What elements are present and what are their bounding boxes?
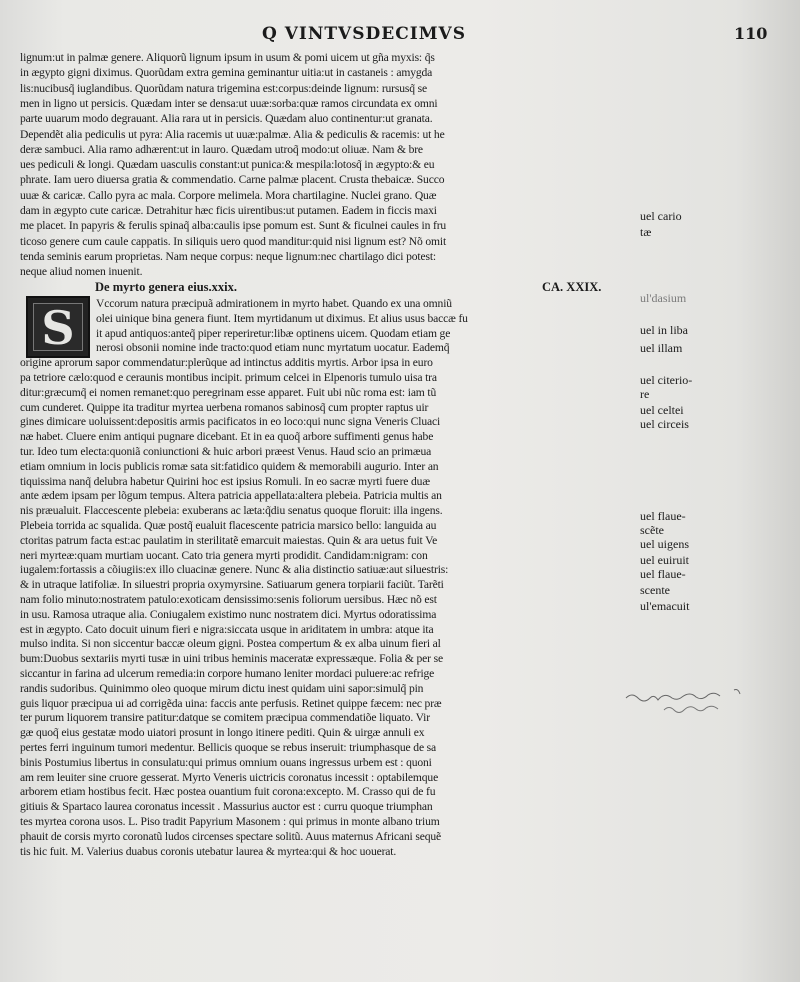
text-line: est in ægypto. Cato docuit uinum fieri e nigra:siccata usque in ariditatem in umbra: atque ita: [20, 622, 434, 636]
margin-note: uel illam: [640, 341, 683, 355]
text-line: origine aprorum sapor commendatur:plerũque ad intinctus additis myrtis. Arbor ipsa in euro: [20, 356, 433, 370]
chapter-number: CA. XXIX.: [542, 280, 602, 294]
text-line: in usu. Ramosa utraque alia. Coniugalem existimo nunc nostratem dici. Myrtus odoratissima: [20, 607, 437, 621]
margin-note: ul'dasium: [640, 291, 687, 305]
text-line: lignum:ut in palmæ genere. Aliquorũ lignum ipsum in usum & pomi uicem ut gña myxis: q̃s: [20, 51, 435, 64]
text-line: dam in ægypto cute caricæ. Detrahitur hæc ficis uirentibus:ut putamen. Eadem in ficcis maxi: [20, 204, 437, 217]
text-line: pertes ferri inguinum tumori medentur. Bellicis quoque se rebus inseruit: triumphasque de sa: [20, 741, 437, 754]
text-line: etiam omnium in locis publicis romæ sata sit:fatidico quidem & memorabili augurio. Inter an: [20, 459, 439, 473]
running-head: [0, 24, 800, 48]
text-line: tur. Ideo tum electa:quoniã coniunctioni & huic arbori præest Venus. Haud scio an primæua: [20, 445, 432, 458]
text-line: Dependẽt alia pediculis ut pyra: Alia racemis ut uuæ:palmæ. Alia & pediculis & racemis: ut he: [20, 127, 445, 141]
margin-note: uel in liba: [640, 323, 688, 337]
text-line: neque aliud nomen inuenit.: [20, 265, 143, 279]
text-line: nerosi obsonii nomine inde tracto:quod etiam nunc myrtatum uocatur. Eademq̃: [96, 341, 450, 355]
text-line: & in utraque latifoliæ. In siluestri propria oxymyrsine. Satiuarum genera torpiarii faciũt. Tarẽti: [20, 578, 444, 592]
text-line: parte uuarum modo degrauant. Alia rara ut in persicis. Quædam aluo continentur:ut granata.: [20, 112, 433, 126]
folio-number: 110: [734, 24, 768, 43]
text-line: iugalem:fortassis a cõiugiis:ex illo cluacinæ genere. Nunc & alia distinctio satiuæ:aut siluestris:: [20, 563, 449, 577]
text-line: næ habet. Cluere enim antiqui pugnare dicebant. Et in ea quoq̃ arbore suffimenti genus habe: [20, 430, 434, 444]
margin-note: uel celtei: [640, 403, 684, 417]
margin-note: uel circeis: [640, 417, 689, 431]
text-line: deræ sambuci. Alia ramo adhærent:ut in lauro. Quædam utroq̃ modo:ut oliuæ. Nam & bre: [20, 142, 423, 156]
text-line: bum:Duobus sextariis myrti tusæ in uini tribus heminis maceratæ expressæque. Folia & per se: [20, 652, 443, 666]
text-line: cum cunderet. Quippe ita traditur myrtea uerbena romanos sabinosq̃ cum propter raptus uir: [20, 400, 429, 414]
text-line: gæ quoq̃ eius gestatæ modo uiatori prosunt in longo itinere pediti. Quin & uirgæ annuli ex: [20, 726, 425, 740]
margin-note: uel cario: [640, 209, 682, 223]
text-line: tenda seminis earum proprietas. Nam neque corpus: neque lignum:nec chartilago dici potest:: [20, 249, 436, 263]
text-line: men in ligno ut persicis. Quædam inter se densa:ut uuæ:sorba:quæ ramos circundata ex omni: [20, 96, 438, 110]
margin-note: uel flaue-: [640, 567, 686, 581]
text-line: neri myrteæ:quam murtiam uocant. Cato tria genera myrti prodidit. Candidam:nigram: con: [20, 548, 428, 562]
text-line: am rem leuiter sine cruore gesserat. Myrto Veneris uictricis coronatus incessit : optabilemque: [20, 770, 439, 784]
text-line: Vccorum natura præcipuã admirationem in myrto habet. Quando ex una omniũ: [96, 297, 452, 310]
text-line: phauit de corsis myrto coronatũ ludos circenses spectare solitũ. Auus maternus Africani sequẽ: [20, 829, 442, 843]
text-line: in ægypto gigni diximus. Quorũdam extra gemina geminantur uitia:ut in castaneis : amygda: [20, 66, 433, 80]
text-line: binis Postumius libertus in consulatu:qui primus omnium ouans ingressus urbem est : quoni: [20, 755, 432, 769]
text-line: gitiuis & Spartaco laurea coronatus incessit . Massurius auctor est : curru quoque triumphan: [20, 800, 433, 814]
text-line: gines dimicare uoluissent:depositis armis pacificatos in eo loco:qui nunc signa Veneris Cluaci: [20, 415, 441, 429]
margin-note: uel citerio-: [640, 373, 693, 387]
decorated-initial: [26, 296, 90, 358]
handwritten-annotation: [624, 684, 774, 724]
text-line: phrate. Iam uero diuersa gratia & commendatio. Carne palmæ placent. Crusta thebaicæ. Succo: [20, 173, 445, 187]
text-line: mulso indita. Si non siccentur baccæ oleum gigni. Postea compertum & ex alba uinum fieri al: [20, 637, 441, 651]
text-line: ues pediculi & longi. Quædam uasculis constant:ut punica:& mespila:lotosq̃ in ægypto:& eu: [20, 158, 435, 172]
running-head-title: Q VINTVSDECIMVS: [262, 24, 466, 44]
margin-note: uel flaue-: [640, 509, 686, 523]
text-line: uuæ & caricæ. Callo pyra ac mala. Corpore melimela. Mora chartilagine. Nuclei grano. Quæ: [20, 188, 437, 202]
margin-note: scente: [640, 583, 670, 597]
margin-note: scẽte: [640, 523, 664, 537]
text-line: ditur:græcumq̃ ei nomen remanet:quo peregrinam esse apparet. Fuit ubi nũc roma est: iam tũ: [20, 385, 437, 399]
text-line: tiquissima nanq̃ delubra habetur Quirini hoc est ipsius Romuli. In eo sacræ myrti fuere duæ: [20, 474, 430, 488]
margin-note: tæ: [640, 225, 652, 239]
text-line: arborem etiam hostibus fecit. Hæc postea ouantium fuit corona:excepto. M. Crasso qui de fu: [20, 785, 436, 799]
margin-note: re: [640, 387, 650, 401]
text-line: ter purum liquorem transire patitur:datque se comitem præcipua commendatiõe liquato. Vir: [20, 711, 430, 725]
text-line: pa tetriore cælo:quod e ceraunis montibus incipit. primum celcei in Elpenoris tumulo uisa tra: [20, 371, 437, 384]
text-line: ctoritas patrum facta est:ac paulatim in sterilitatẽ emarcuit maiestas. Quin & ara uetus fuit Ve: [20, 533, 438, 547]
text-line: randis sudoribus. Quinimmo oleo quoque mirum dictu inest quidam uini sapor:simulq̃ pin: [20, 681, 424, 695]
text-line: nis præualuit. Flaccescente plebeia: exuberans ac læta:q̃diu senatus quoque floruit: illa ingens.: [20, 504, 443, 518]
text-line: olei uinique bina genera fiunt. Item myrtidanum ut diximus. Et alius usus baccæ fu: [96, 311, 468, 325]
initial-letter: S: [41, 301, 75, 355]
text-line: tis hic fuit. M. Valerius duabus coronis utebatur laurea & myrtea:qui & hoc uouerat.: [20, 844, 397, 858]
chapter-title: De myrto genera eius.xxix.: [95, 280, 237, 294]
text-line: me placet. In papyris & ferulis spinaq̃ alba:caulis ipse pomum est. Sunt & ficulnei caules in fru: [20, 219, 447, 233]
text-line: guis liquor præcipua ui ad corrigẽda uina: faccis ante perfusis. Retinet quippe fæcem: nec præ: [20, 696, 442, 710]
text-line: it apud antiquos:anteq̃ piper reperiretur:libæ optinens uicem. Quodam etiam ge: [96, 326, 451, 340]
margin-note: uel euiruit: [640, 553, 689, 567]
margin-note: ul'emacuit: [640, 599, 690, 613]
text-line: siccantur in farina ad ulcerum remedia:in corpore humano leniter mordaci puluere:ac refrige: [20, 667, 435, 680]
text-line: lis:nucibusq̃ iuglandibus. Quorũdam natura trigemina est:corpus:deinde lignum: rursusq̃ se: [20, 81, 428, 95]
text-line: ante ædem ipsam per lõgum tempus. Altera patricia appellata:altera plebeia. Patricia multis an: [20, 489, 442, 503]
margin-note: uel uigens: [640, 537, 689, 551]
text-line: tes myrtea corona usos. L. Piso tradit Papyrium Masonem : qui primus in monte albano trium: [20, 815, 440, 828]
text-line: Plebeia torrida ac squalida. Quæ postq̃ eualuit flacescente patricia marsico bello: languida au: [20, 519, 437, 532]
text-line: ticoso genere cum caule cappatis. In siliquis uero quod manditur:quid nisi lignum est? Nõ omit: [20, 234, 447, 248]
text-line: nam folio minuto:nostratem patulo:exoticam densissimo:senis foliorum uersibus. Hæc nõ est: [20, 593, 437, 606]
